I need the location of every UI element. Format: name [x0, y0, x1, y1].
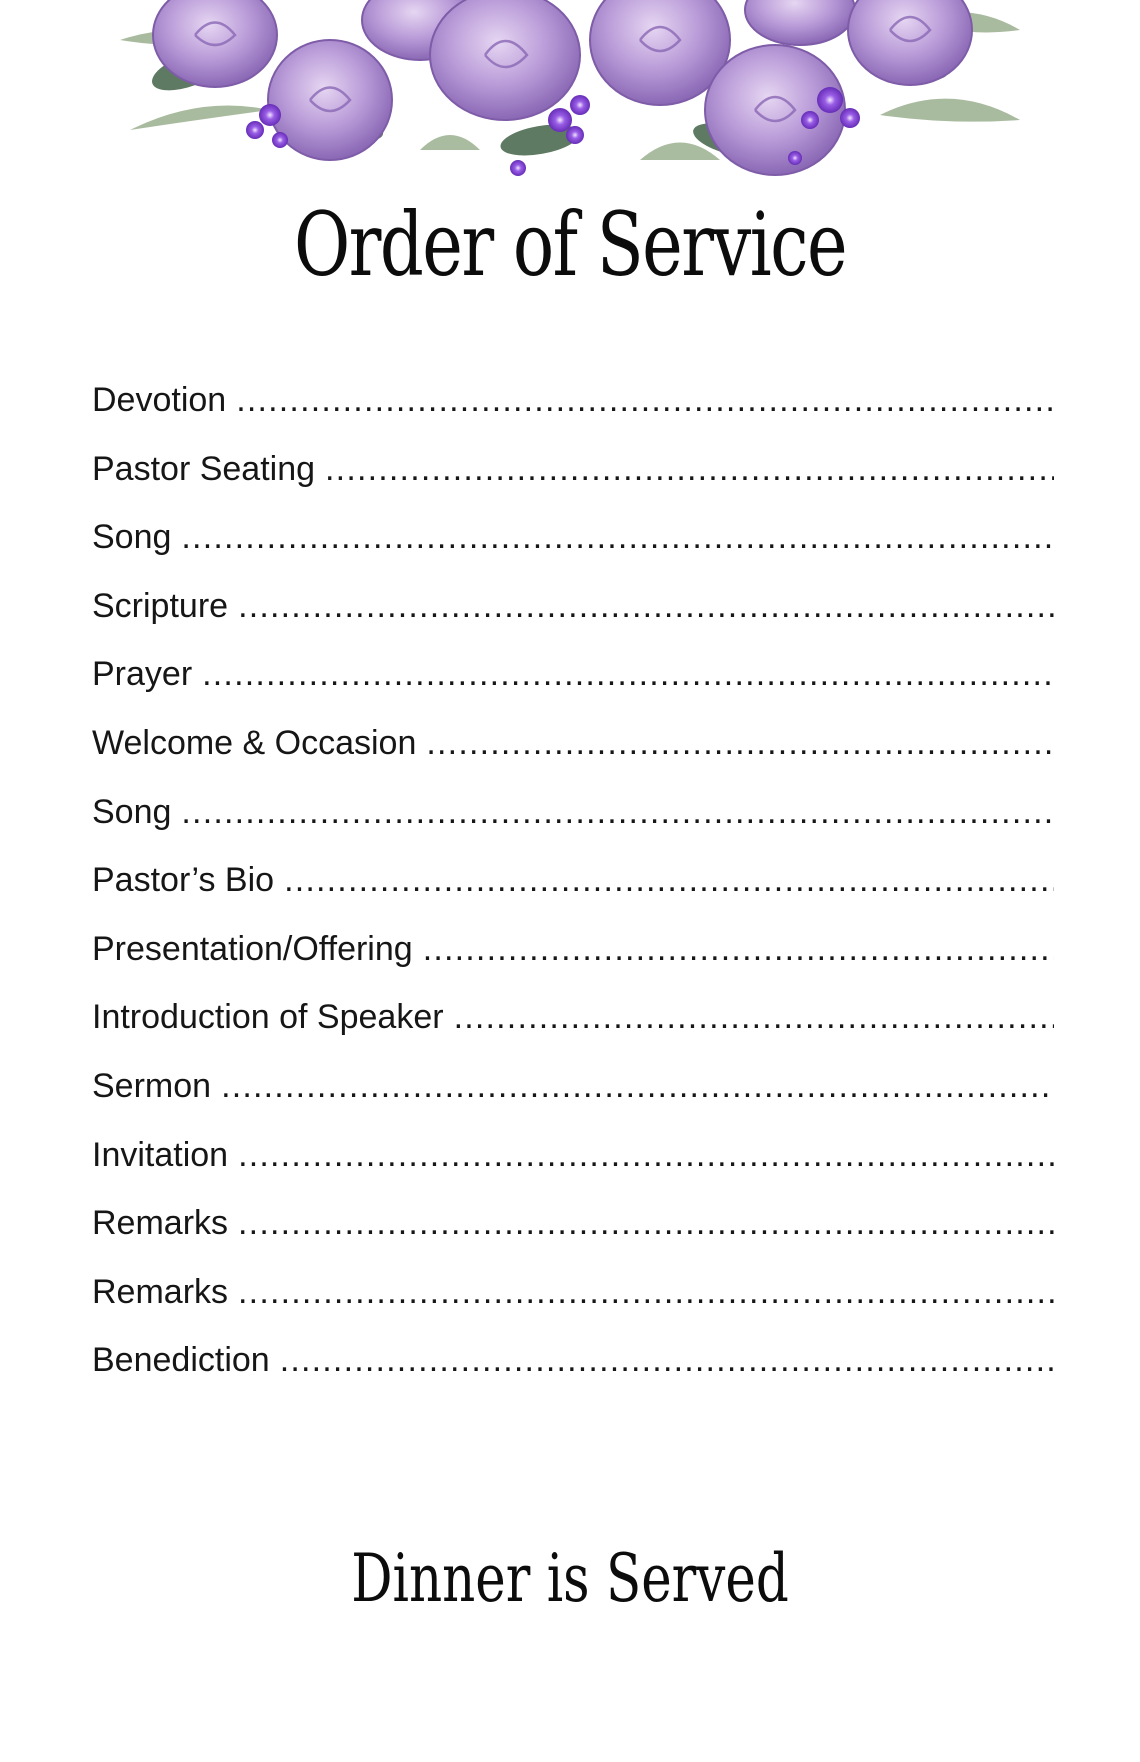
dot-leader [325, 435, 1054, 504]
program-item-label: Song [92, 518, 172, 557]
list-item [92, 435, 1054, 504]
list-item [92, 572, 1054, 641]
dot-leader [236, 366, 1054, 435]
dot-leader [181, 778, 1054, 847]
dot-leader [280, 1326, 1054, 1395]
program-item-label: Song [92, 792, 172, 831]
list-item [92, 503, 1054, 572]
list-item [92, 778, 1054, 847]
list-item [92, 1121, 1054, 1190]
dot-leader [238, 572, 1054, 641]
dot-leader [454, 983, 1054, 1052]
dot-leader [423, 915, 1054, 984]
list-item [92, 915, 1054, 984]
program-list [92, 366, 1054, 1395]
dot-leader [238, 1189, 1054, 1258]
list-item [92, 1258, 1054, 1327]
dot-leader [284, 846, 1054, 915]
list-item [92, 1052, 1054, 1121]
program-item-label: Prayer [92, 655, 193, 694]
list-item [92, 983, 1054, 1052]
program-item-label: Introduction of Speaker [92, 998, 444, 1037]
list-item [92, 1326, 1054, 1395]
dot-leader [181, 503, 1054, 572]
program-item-label: Scripture [92, 586, 229, 625]
list-item [92, 1189, 1054, 1258]
closing-note: Dinner is Served [351, 1540, 789, 1617]
program-item-label: Pastor’s Bio [92, 861, 275, 900]
purple-roses-garland-icon [120, 0, 1020, 182]
list-item [92, 846, 1054, 915]
program-item-label: Welcome & Occasion [92, 723, 417, 762]
page-title: Order of Service [293, 193, 847, 296]
list-item [92, 640, 1054, 709]
program-item-label: Benediction [92, 1341, 270, 1380]
program-item-label: Pastor Seating [92, 449, 316, 488]
program-item-label: Devotion [92, 381, 227, 419]
dot-leader [426, 709, 1054, 778]
list-item [92, 366, 1054, 435]
dot-leader [202, 640, 1054, 709]
program-item-label: Invitation [92, 1135, 229, 1174]
program-item-label: Presentation/Offering [92, 929, 413, 968]
program-item-label: Remarks [92, 1272, 229, 1311]
dot-leader [238, 1258, 1054, 1327]
list-item [92, 709, 1054, 778]
program-item-label: Sermon [92, 1066, 212, 1105]
dot-leader [238, 1121, 1054, 1190]
program-item-label: Remarks [92, 1204, 229, 1243]
dot-leader [221, 1052, 1054, 1121]
